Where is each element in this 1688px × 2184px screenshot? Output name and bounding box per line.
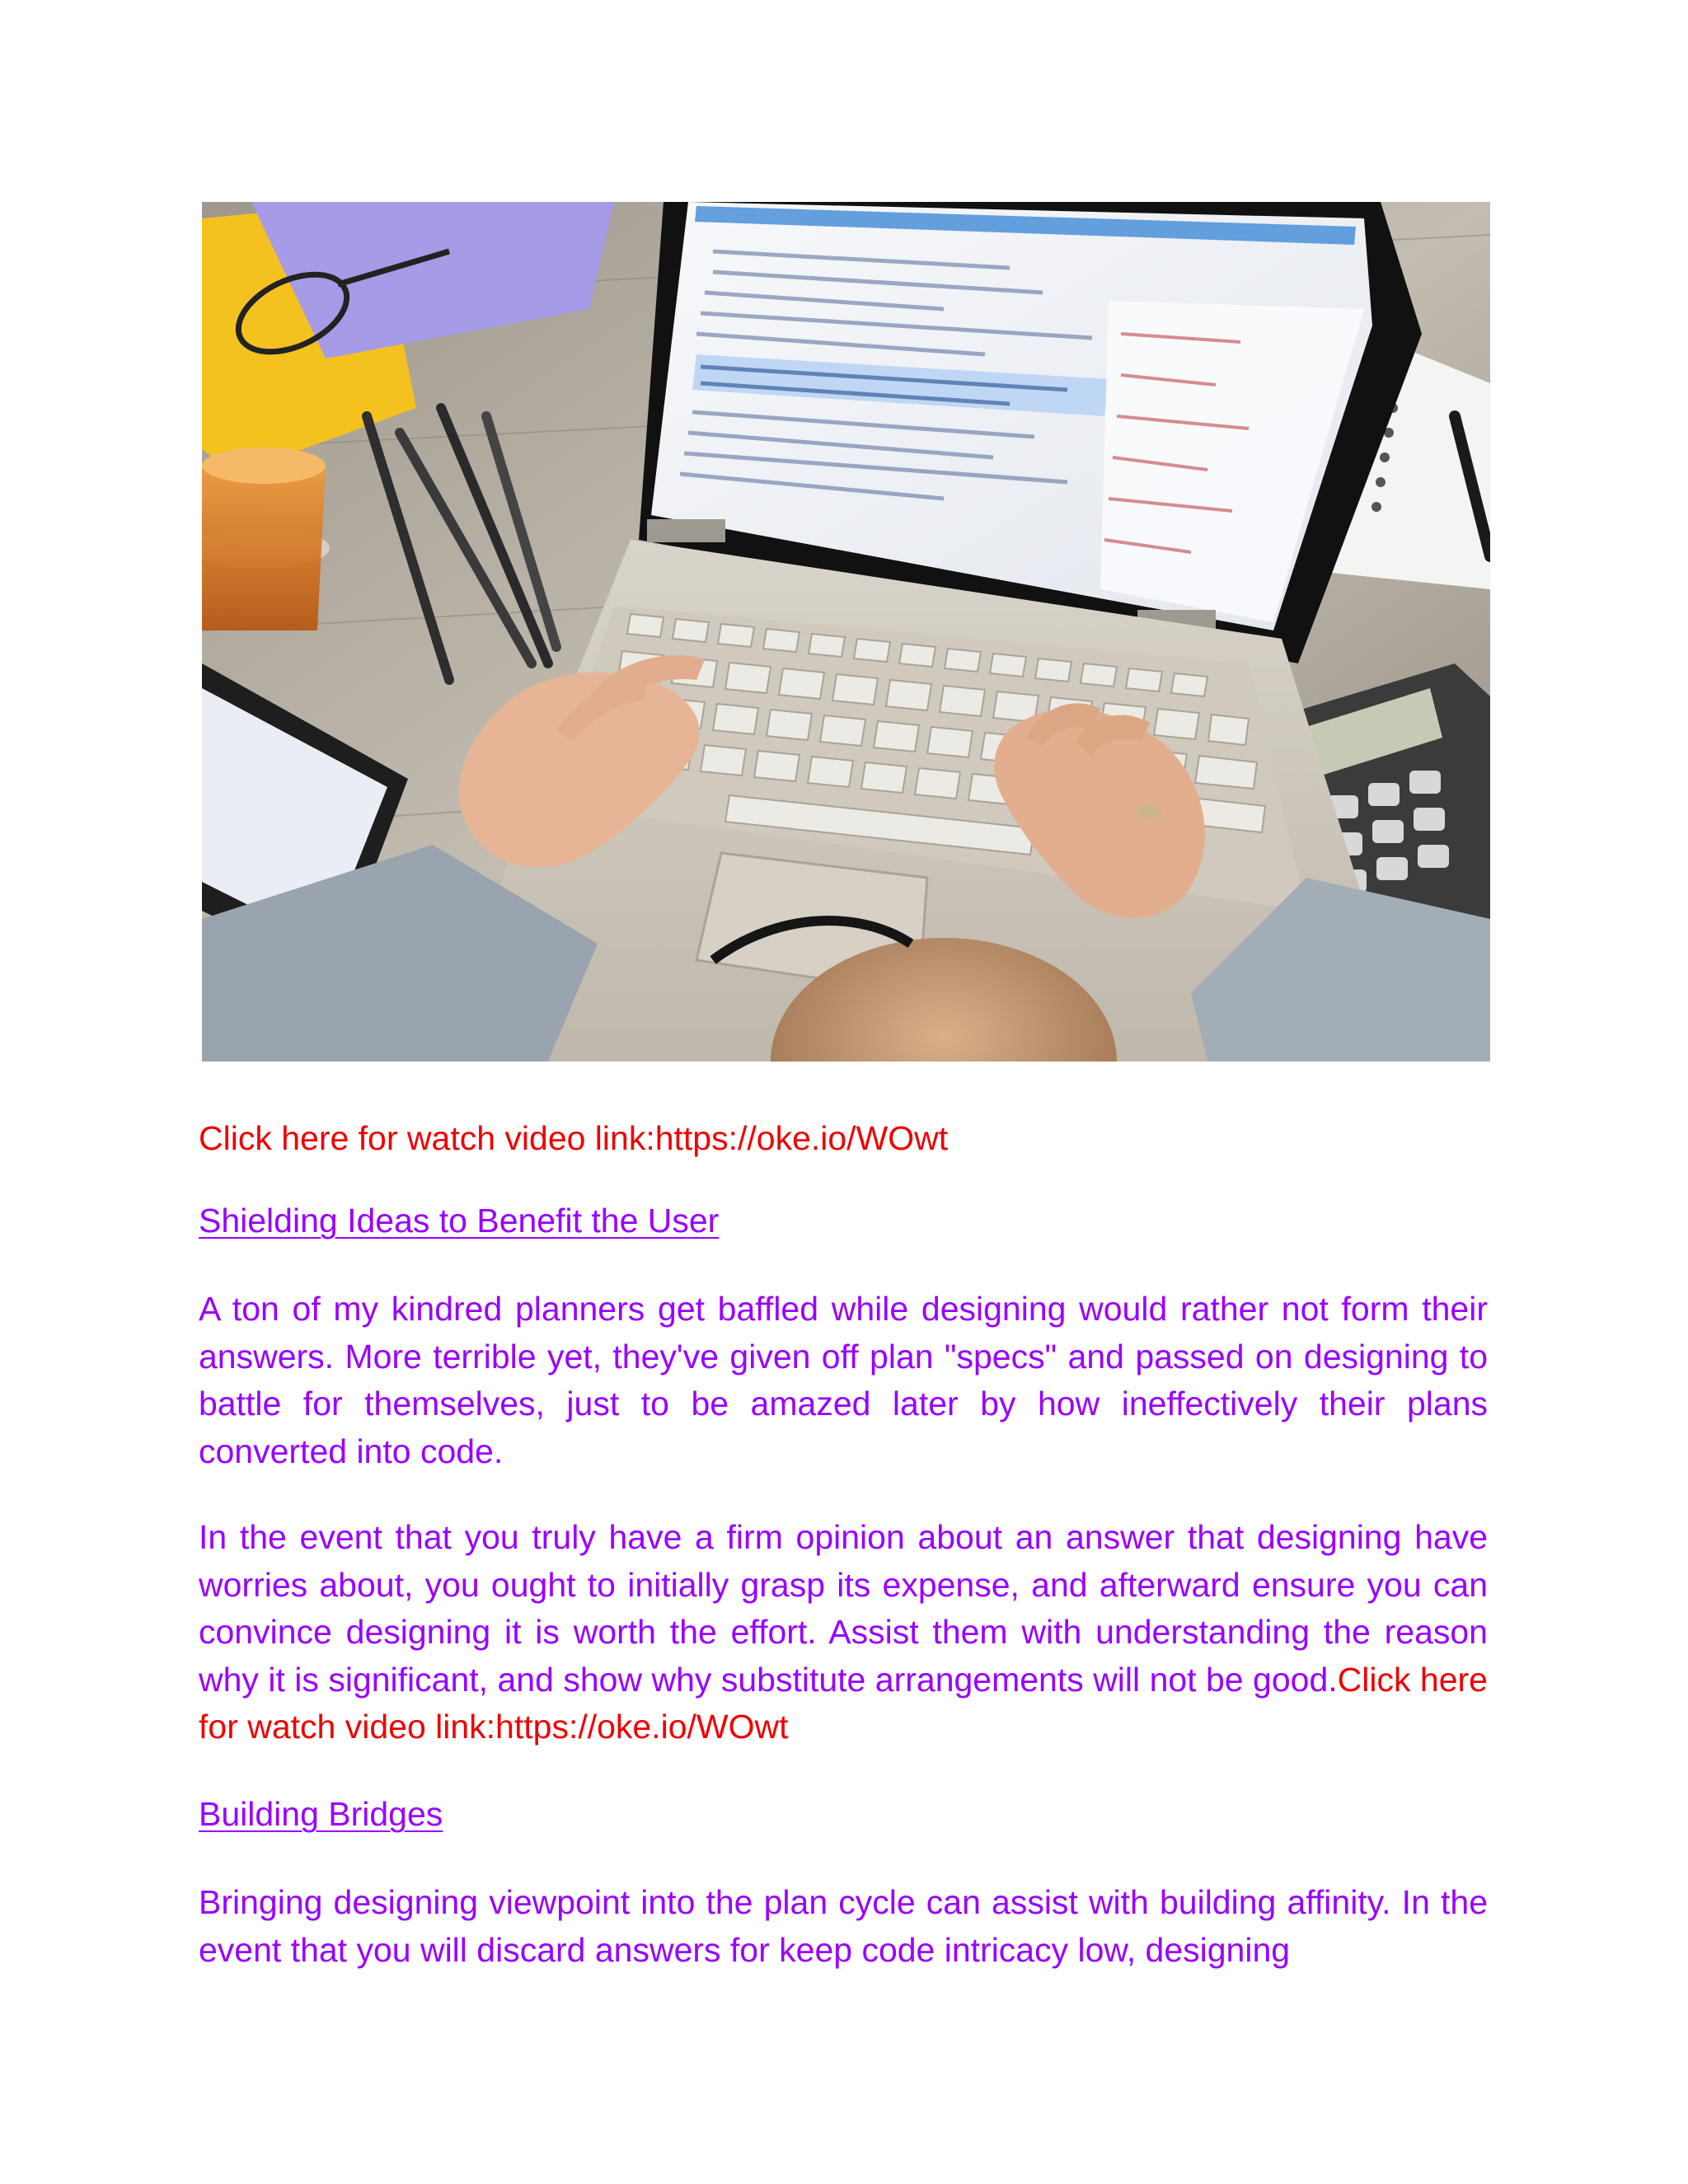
paragraph (199, 1514, 1488, 1751)
hero-image (202, 202, 1490, 1062)
section-heading-shielding-ideas[interactable]: Shielding Ideas to Benefit the User (199, 1202, 720, 1240)
video-link-line[interactable]: Click here for watch video link:https://oke.io/WOwt (199, 1119, 949, 1157)
section-heading-building-bridges[interactable]: Building Bridges (199, 1795, 443, 1833)
paragraph-text: In the event that you truly have a firm opinion about an answer that designing have worries about, you ought to initially grasp its expense, and afterward ensure you can convince designing it is worth the effort. Assist them with understanding the reason why it is significant, and show why substitute arrangements will not be good. (199, 1518, 1488, 1699)
paragraph: Bringing designing viewpoint into the plan cycle can assist with building affinity. In the event that you will discard answers for keep code intricacy low, designing (199, 1883, 1488, 1969)
laptop-photo-icon (202, 202, 1490, 1062)
paragraph: A ton of my kindred planners get baffled while designing would rather not form their answers. More terrible yet, they've given off plan "specs" and passed on designing to battle for themselves, just to be amazed later by how ineffectively their plans converted into code. (199, 1290, 1488, 1470)
video-link-inline[interactable]: Click here for watch video link:https://oke.io/WOwt (199, 1660, 1488, 1746)
